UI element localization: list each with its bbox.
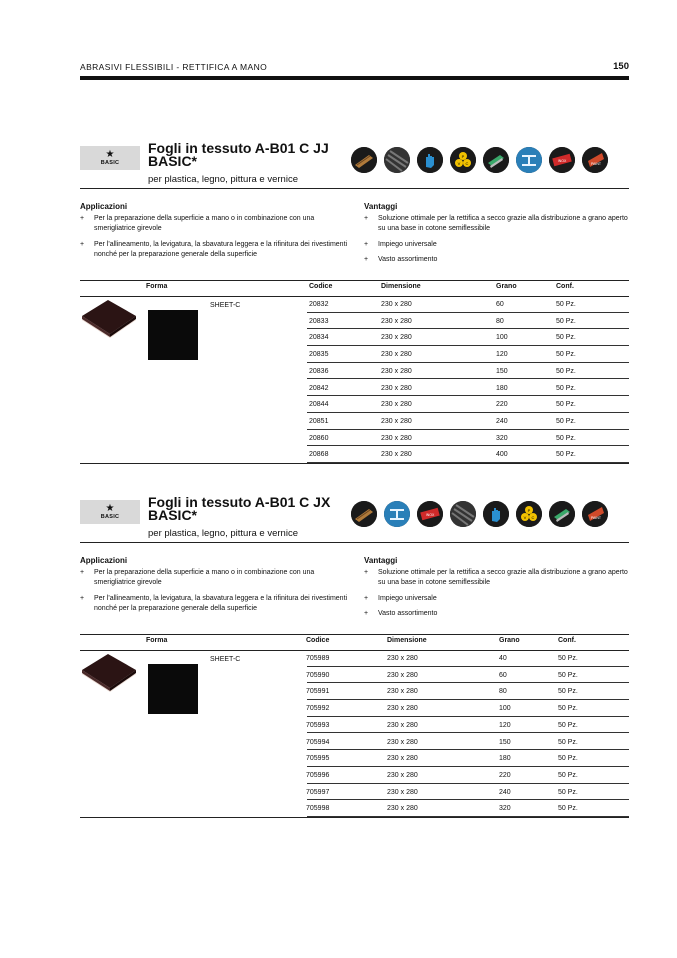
- table-row: [307, 734, 629, 751]
- cell-dimensione: 230 x 280: [381, 401, 412, 409]
- cell-dimensione: 230 x 280: [387, 705, 418, 713]
- vantaggi-item-text: Impiego universale: [378, 241, 437, 248]
- hand-glove-icon: [483, 501, 509, 527]
- svg-text:INOX: INOX: [557, 159, 567, 163]
- table-row: [307, 329, 629, 346]
- cell-grano: 100: [496, 334, 508, 342]
- basic-badge-label: BASIC: [100, 160, 120, 166]
- svg-text:P: P: [461, 154, 465, 159]
- table-row: [307, 784, 629, 801]
- cell-dimensione: 230 x 280: [381, 351, 412, 359]
- product-title: Fogli in tessuto A-B01 C JX BASIC*: [148, 494, 331, 523]
- basic-badge-label: BASIC: [100, 514, 120, 520]
- cell-grano: 80: [499, 688, 507, 696]
- vantaggi-item: + Vasto assortimento: [364, 255, 629, 265]
- applicazioni-item: + Per l'allineamento, la levigatura, la sbavatura leggera e la rifinitura dei rivestimenti nonché per la preparazione generale della superficie: [80, 240, 355, 260]
- table-row: [307, 413, 629, 430]
- table-row: [307, 396, 629, 413]
- wood-icon: [351, 147, 377, 173]
- table-row: [307, 346, 629, 363]
- cell-grano: 60: [496, 301, 504, 308]
- vantaggi-heading: Vantaggi: [364, 556, 398, 565]
- table-bottom-rule: [80, 817, 629, 818]
- cell-dimensione: 230 x 280: [387, 755, 418, 763]
- cell-grano: 120: [496, 351, 508, 359]
- sheet-swatch: [148, 664, 198, 714]
- cell-conf: 50 Pz.: [556, 351, 576, 359]
- cell-grano: 320: [499, 805, 511, 813]
- steel-beam-icon: [516, 147, 542, 173]
- sanding-hand-icon: [483, 147, 509, 173]
- svg-text:PAINT: PAINT: [590, 516, 602, 520]
- cell-codice: 705989: [306, 655, 330, 662]
- applicazioni-item-text: Per l'allineamento, la levigatura, la sbavatura leggera e la rifinitura dei rivestimenti nonché per la preparazione generale della superficie: [94, 241, 348, 258]
- col-header-forma: Forma: [146, 637, 168, 644]
- application-icons: [351, 147, 608, 173]
- cell-codice: 20834: [309, 334, 329, 342]
- vantaggi-heading: Vantaggi: [364, 202, 398, 211]
- cell-conf: 50 Pz.: [558, 771, 578, 779]
- cell-grano: 220: [496, 401, 508, 409]
- applicazioni-item-text: Per l'allineamento, la levigatura, la sbavatura leggera e la rifinitura dei rivestimenti nonché per la preparazione generale della superficie: [94, 595, 348, 612]
- cell-dimensione: 230 x 280: [387, 721, 418, 729]
- cell-codice: 20842: [309, 384, 329, 392]
- cell-conf: 50 Pz.: [558, 788, 578, 796]
- table-top-rule: [80, 280, 629, 281]
- col-header-conf: Conf.: [558, 637, 576, 644]
- hand-glove-icon: [417, 147, 443, 173]
- cell-dimensione: 230 x 280: [381, 367, 412, 375]
- cell-grano: 180: [496, 384, 508, 392]
- star-icon: ★: [105, 149, 115, 160]
- cell-codice: 705995: [306, 755, 330, 763]
- table-row: [307, 750, 629, 767]
- cell-dimensione: 230 x 280: [387, 671, 418, 679]
- cell-codice: 705997: [306, 788, 330, 796]
- cell-codice: 20851: [309, 417, 329, 425]
- table-row: [307, 717, 629, 734]
- cell-grano: 220: [499, 771, 511, 779]
- cell-dimensione: 230 x 280: [381, 451, 412, 459]
- shape-label: SHEET-C: [210, 302, 241, 309]
- col-header-grano: Grano: [499, 637, 520, 644]
- cell-codice: 20844: [309, 401, 329, 409]
- table-row: [307, 446, 629, 463]
- cell-dimensione: 230 x 280: [381, 434, 412, 442]
- vantaggi-item-text: Soluzione ottimale per la rettifica a secco grazie alla distribuzione a grano aperto su una base in cotone semiflessibile: [378, 215, 628, 232]
- sheet-3d-image: [80, 654, 138, 696]
- cell-conf: 50 Pz.: [558, 805, 578, 813]
- table-row: [307, 296, 629, 313]
- cell-conf: 50 Pz.: [556, 367, 576, 375]
- steel-beam-icon: [384, 501, 410, 527]
- star-icon: ★: [105, 503, 115, 514]
- vantaggi-item-text: Impiego universale: [378, 595, 437, 602]
- cell-codice: 20832: [309, 301, 329, 308]
- cell-codice: 20835: [309, 351, 329, 359]
- cell-dimensione: 230 x 280: [381, 317, 412, 325]
- cell-dimensione: 230 x 280: [387, 655, 418, 662]
- cell-conf: 50 Pz.: [558, 755, 578, 763]
- svg-text:PAINT: PAINT: [590, 162, 602, 166]
- table-bottom-rule: [80, 463, 629, 464]
- cell-conf: 50 Pz.: [558, 721, 578, 729]
- cell-grano: 100: [499, 705, 511, 713]
- table-row: [307, 800, 629, 817]
- svg-text:C: C: [465, 161, 469, 166]
- svg-text:V: V: [457, 161, 461, 166]
- page-header-title: ABRASIVI FLESSIBILI - RETTIFICA A MANO: [80, 62, 268, 72]
- col-header-codice: Codice: [309, 283, 333, 290]
- inox-icon: [417, 501, 443, 527]
- cell-codice: 705992: [306, 705, 330, 713]
- cell-grano: 120: [499, 721, 511, 729]
- cell-dimensione: 230 x 280: [387, 788, 418, 796]
- vantaggi-item: + Soluzione ottimale per la rettifica a secco grazie alla distribuzione a grano aperto su una base in cotone semiflessibile: [364, 569, 628, 586]
- table-row: [307, 667, 629, 684]
- sanding-hand-icon: [549, 501, 575, 527]
- vantaggi-item: + Impiego universale: [364, 240, 629, 250]
- product-subtitle: per plastica, legno, pittura e vernice: [148, 528, 298, 539]
- cell-conf: 50 Pz.: [556, 401, 576, 409]
- applicazioni-heading: Applicazioni: [80, 202, 128, 211]
- cell-dimensione: 230 x 280: [387, 771, 418, 779]
- cell-codice: 20868: [309, 451, 329, 459]
- cell-dimensione: 230 x 280: [381, 384, 412, 392]
- vantaggi-item-text: Vasto assortimento: [378, 610, 438, 617]
- cell-conf: 50 Pz.: [556, 417, 576, 425]
- cell-codice: 20833: [309, 317, 329, 325]
- grinding-disc-icon: [450, 501, 476, 527]
- cell-conf: 50 Pz.: [556, 434, 576, 442]
- applicazioni-heading: Applicazioni: [80, 556, 128, 565]
- cell-dimensione: 230 x 280: [387, 688, 418, 696]
- vantaggi-item-text: Vasto assortimento: [378, 256, 438, 263]
- cell-codice: 705990: [306, 671, 330, 679]
- product-subtitle: per plastica, legno, pittura e vernice: [148, 174, 298, 185]
- application-icons: [351, 501, 608, 527]
- applicazioni-item: + Per la preparazione della superficie a mano o in combinazione con una smerigliatrice girevole: [80, 214, 355, 234]
- cell-codice: 705994: [306, 738, 330, 746]
- svg-text:V: V: [523, 515, 527, 520]
- table-row: [307, 363, 629, 380]
- cell-grano: 150: [499, 738, 511, 746]
- pvc-icon: [516, 501, 542, 527]
- table-row: [307, 380, 629, 397]
- applicazioni-item: + Per l'allineamento, la levigatura, la sbavatura leggera e la rifinitura dei rivestimenti nonché per la preparazione generale della superficie: [80, 594, 355, 614]
- shape-label: SHEET-C: [210, 656, 241, 663]
- cell-codice: 705998: [306, 805, 330, 813]
- cell-conf: 50 Pz.: [558, 655, 578, 662]
- col-header-codice: Codice: [306, 637, 330, 644]
- cell-conf: 50 Pz.: [556, 451, 576, 459]
- cell-dimensione: 230 x 280: [387, 805, 418, 813]
- applicazioni-item-text: Per la preparazione della superficie a mano o in combinazione con una smerigliatrice girevole: [94, 569, 315, 586]
- table-row: [307, 430, 629, 447]
- svg-text:INOX: INOX: [425, 513, 435, 517]
- cell-grano: 180: [499, 755, 511, 763]
- cell-conf: 50 Pz.: [558, 705, 578, 713]
- col-header-dimensione: Dimensione: [387, 637, 427, 644]
- basic-badge: [80, 146, 140, 170]
- cell-conf: 50 Pz.: [558, 738, 578, 746]
- grinding-disc-icon: [384, 147, 410, 173]
- cell-conf: 50 Pz.: [558, 671, 578, 679]
- svg-text:C: C: [531, 515, 535, 520]
- cell-grano: 150: [496, 367, 508, 375]
- page-number: 150: [613, 61, 629, 72]
- col-header-grano: Grano: [496, 283, 517, 290]
- vantaggi-item: + Soluzione ottimale per la rettifica a secco grazie alla distribuzione a grano aperto su una base in cotone semiflessibile: [364, 215, 628, 232]
- cell-dimensione: 230 x 280: [381, 301, 412, 308]
- header-divider: [80, 76, 629, 80]
- cell-grano: 40: [499, 655, 507, 662]
- cell-codice: 20836: [309, 367, 329, 375]
- cell-codice: 705996: [306, 771, 330, 779]
- table-row: [307, 650, 629, 667]
- cell-codice: 20860: [309, 434, 329, 442]
- sheet-3d-image: [80, 300, 138, 342]
- vantaggi-item: + Impiego universale: [364, 594, 629, 604]
- col-header-dimensione: Dimensione: [381, 283, 421, 290]
- inox-icon: [549, 147, 575, 173]
- cell-grano: 80: [496, 317, 504, 325]
- pvc-icon: [450, 147, 476, 173]
- section-divider: [80, 542, 629, 543]
- table-top-rule: [80, 634, 629, 635]
- applicazioni-item: + Per la preparazione della superficie a mano o in combinazione con una smerigliatrice girevole: [80, 568, 355, 588]
- table-row: [307, 313, 629, 330]
- col-header-forma: Forma: [146, 283, 168, 290]
- cell-grano: 320: [496, 434, 508, 442]
- applicazioni-item-text: Per la preparazione della superficie a mano o in combinazione con una smerigliatrice girevole: [94, 215, 315, 232]
- cell-grano: 400: [496, 451, 508, 459]
- wood-icon: [351, 501, 377, 527]
- cell-grano: 240: [499, 788, 511, 796]
- cell-conf: 50 Pz.: [556, 334, 576, 342]
- vantaggi-item: + Vasto assortimento: [364, 609, 629, 619]
- product-title: Fogli in tessuto A-B01 C JJ BASIC*: [148, 140, 329, 169]
- cell-conf: 50 Pz.: [556, 384, 576, 392]
- cell-conf: 50 Pz.: [556, 317, 576, 325]
- section-divider: [80, 188, 629, 189]
- col-header-conf: Conf.: [556, 283, 574, 290]
- cell-codice: 705993: [306, 721, 330, 729]
- table-row: [307, 683, 629, 700]
- cell-dimensione: 230 x 280: [381, 334, 412, 342]
- basic-badge: [80, 500, 140, 524]
- table-row: [307, 767, 629, 784]
- cell-grano: 240: [496, 417, 508, 425]
- cell-conf: 50 Pz.: [558, 688, 578, 696]
- vantaggi-item-text: Soluzione ottimale per la rettifica a secco grazie alla distribuzione a grano aperto su una base in cotone semiflessibile: [378, 569, 628, 586]
- cell-dimensione: 230 x 280: [381, 417, 412, 425]
- cell-dimensione: 230 x 280: [387, 738, 418, 746]
- paint-roller-icon: [582, 147, 608, 173]
- cell-codice: 705991: [306, 688, 330, 696]
- table-row: [307, 700, 629, 717]
- svg-text:P: P: [527, 508, 531, 513]
- sheet-swatch: [148, 310, 198, 360]
- cell-grano: 60: [499, 671, 507, 679]
- cell-conf: 50 Pz.: [556, 301, 576, 308]
- paint-roller-icon: [582, 501, 608, 527]
